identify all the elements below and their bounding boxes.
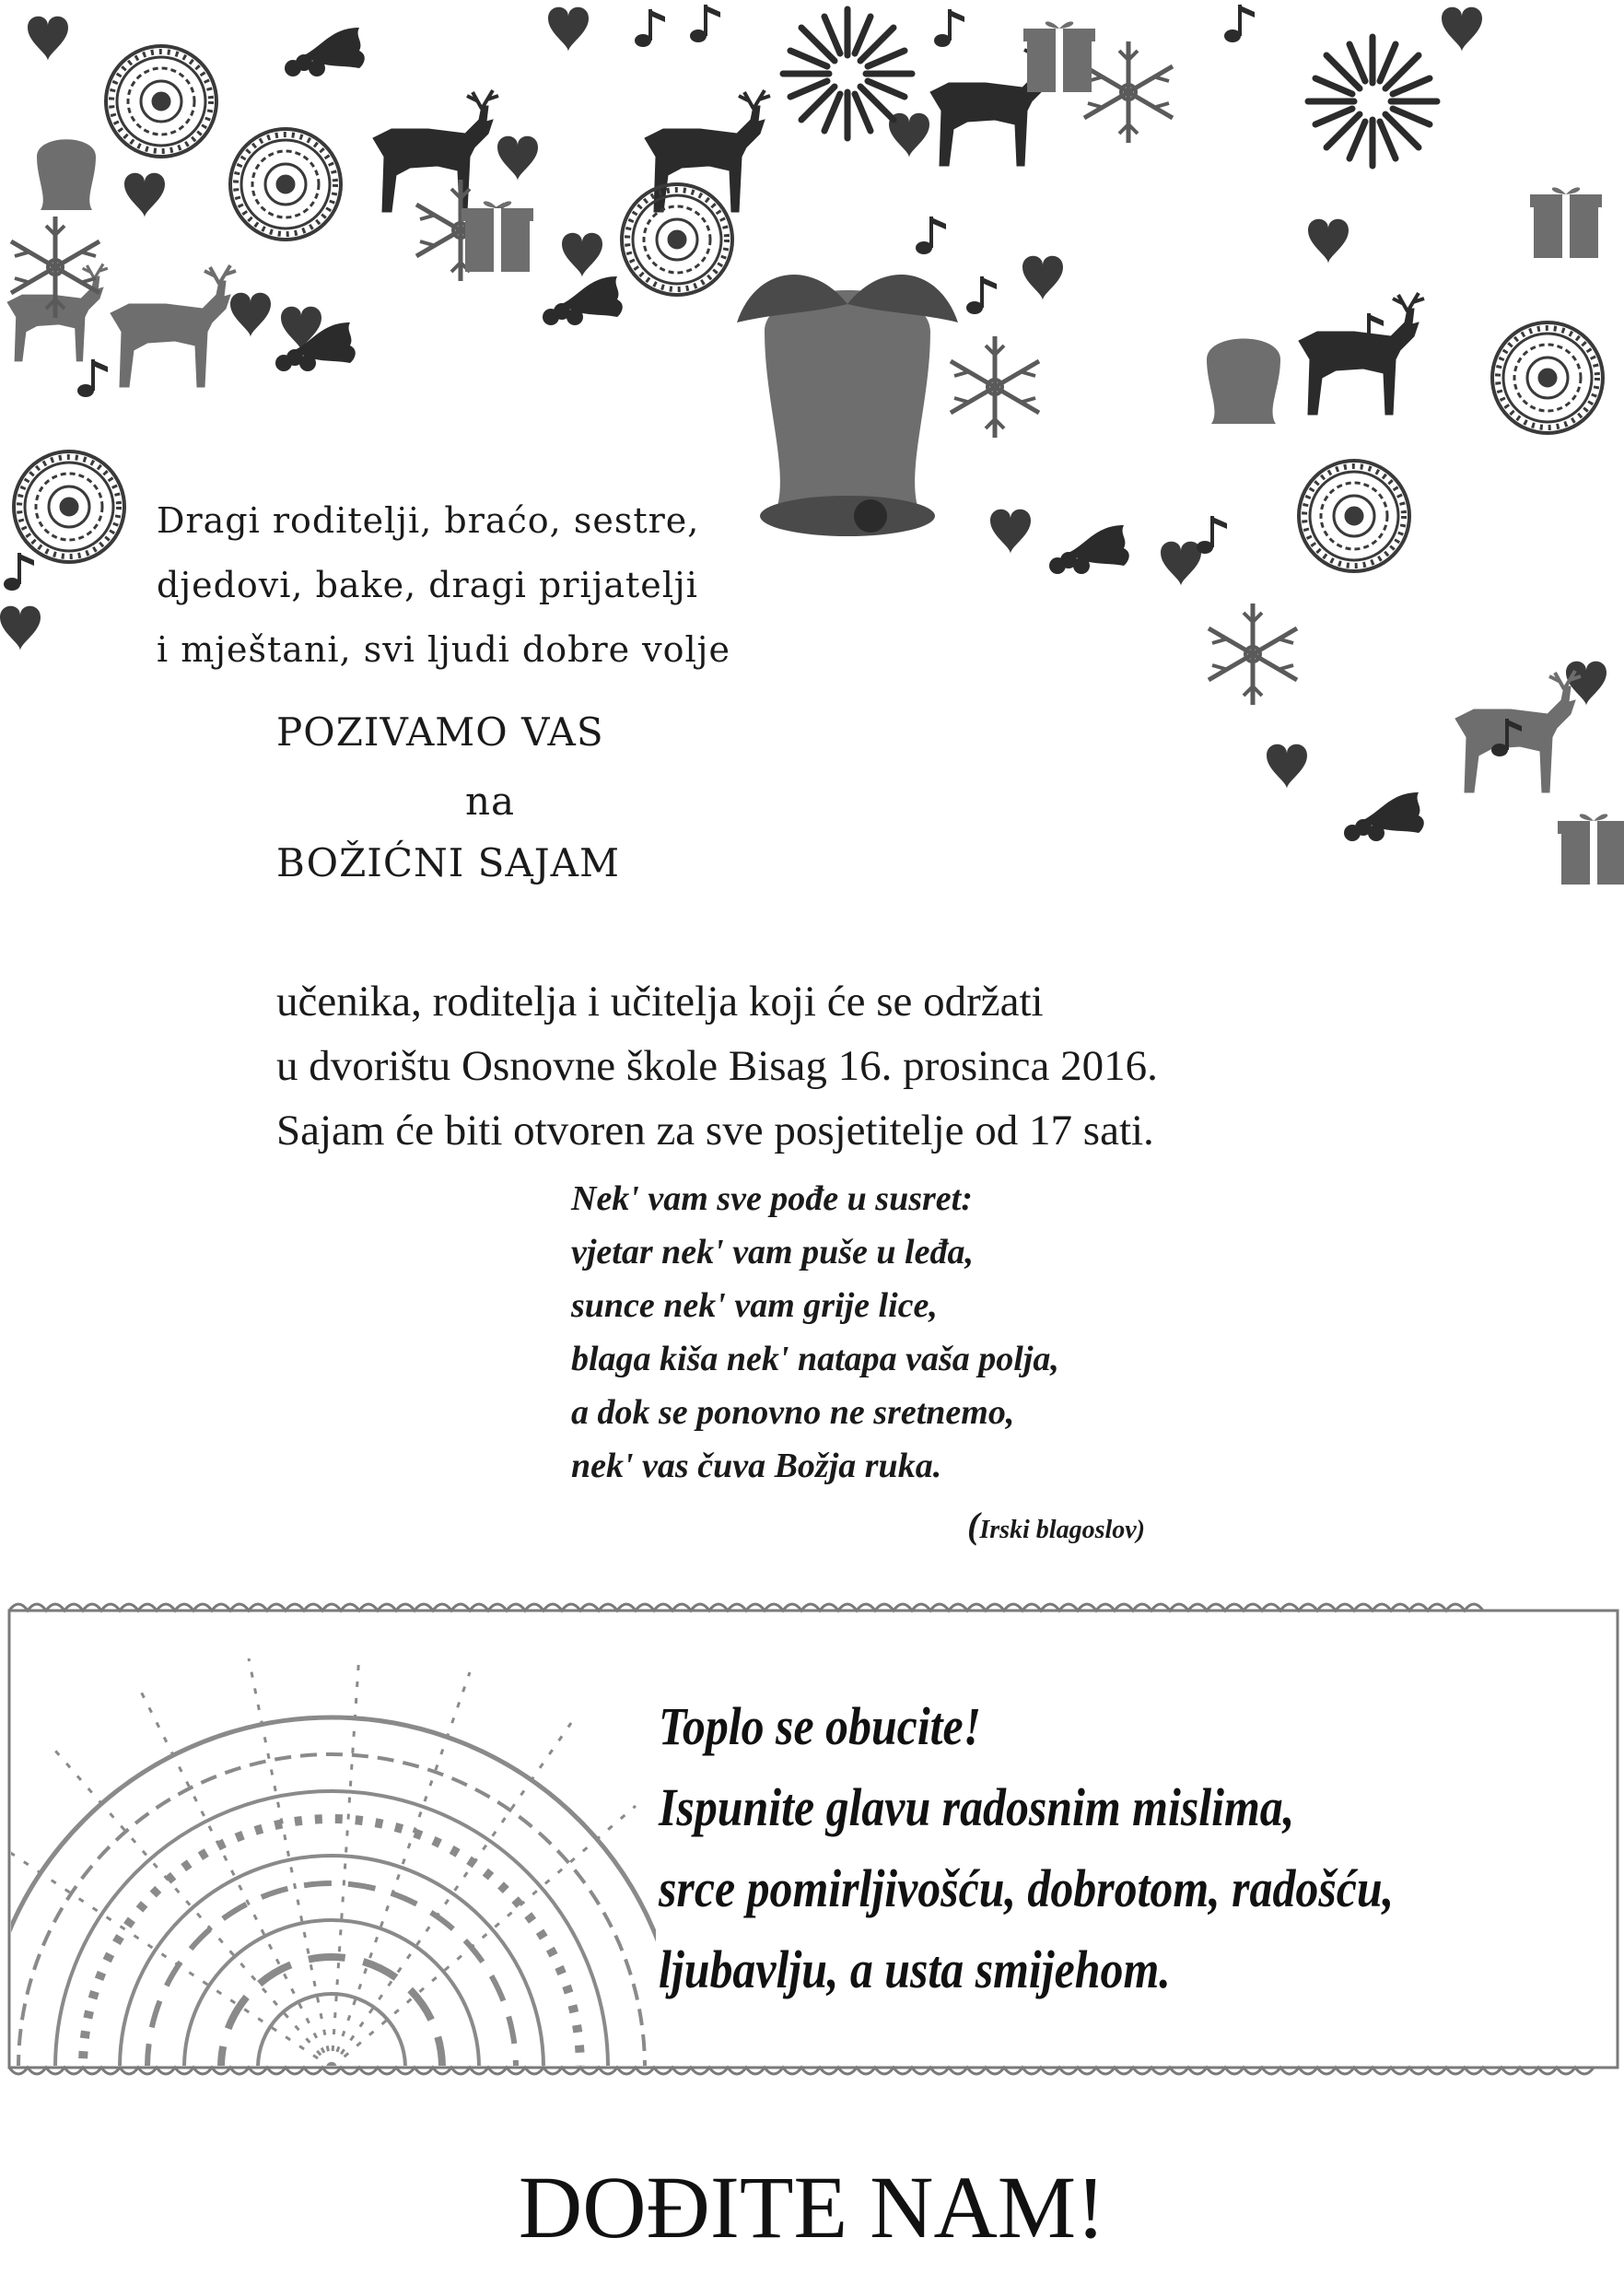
blessing-line: Nek' vam sve pođe u susret: (571, 1179, 973, 1218)
greeting-line: djedovi, bake, dragi prijatelji (157, 565, 698, 605)
invitation-connector: na (465, 779, 516, 824)
blessing-line: a dok se ponovno ne sretnemo, (571, 1393, 1015, 1432)
closing-call: DOĐITE NAM! (518, 2158, 1106, 2256)
gift-boxes (461, 21, 1624, 885)
attribution-text: Irski blagoslov) (979, 1516, 1146, 1544)
details-line: Sajam će biti otvoren za sve posjetitelje od 17 sati. (276, 1107, 1154, 1154)
details-line: u dvorištu Osnovne škole Bisag 16. prosinca 2016. (276, 1042, 1158, 1090)
event-title: BOŽIĆNI SAJAM (276, 840, 620, 885)
blessing-line: blaga kiša nek' natapa vaša polja, (571, 1340, 1059, 1378)
greeting-line: Dragi roditelji, braćo, sestre, (157, 500, 700, 541)
blessing-line: nek' vas čuva Božja ruka. (571, 1447, 942, 1485)
blessing-line: sunce nek' vam grije lice, (571, 1286, 938, 1325)
advice-line: srce pomirljivošću, dobrotom, radošću, (659, 1858, 1395, 1918)
irish-blessing (571, 1172, 1400, 1493)
event-details (276, 969, 1474, 1163)
advice-line: Ispunite glavu radosnim mislima, (659, 1777, 1295, 1837)
invitation-heading: POZIVAMO VAS (276, 709, 604, 755)
details-line: učenika, roditelja i učitelja koji će se održati (276, 978, 1044, 1025)
advice-line: ljubavlju, a usta smijehom. (659, 1939, 1171, 1999)
attribution-paren: ( (967, 1505, 980, 1546)
greeting-block (157, 488, 912, 682)
sunburst-ornaments (783, 9, 1437, 166)
blessing-line: vjetar nek' vam puše u leđa, (571, 1233, 974, 1271)
advice-line: Toplo se obucite! (659, 1696, 982, 1756)
advice-text (659, 1686, 1451, 2010)
blessing-attribution (967, 1504, 1145, 1547)
greeting-line: i mještani, svi ljudi dobre volje (157, 629, 730, 670)
